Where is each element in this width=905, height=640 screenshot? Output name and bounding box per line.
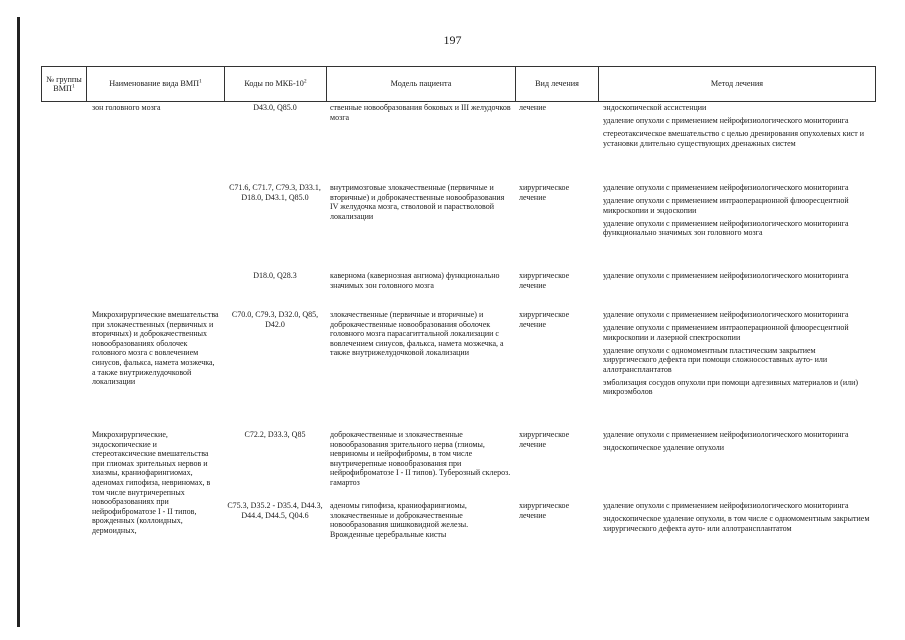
row1-method-1: удаление опухоли с применением нейрофизиологического мониторинга	[603, 183, 849, 192]
row4-model: доброкачественные и злокачественные новообразования зрительного нерва (глиомы, невриномы и нейрофибромы, в том числе внутричерепные новообразования при нейрофиброматозе I - II типов). Туберозный склероз. гамартоз	[330, 430, 511, 487]
row3-method-4: эмболизация сосудов опухоли при помощи адгезивных материалов и (или) микроэмболов	[603, 377, 859, 397]
row0-method-2: удаление опухоли с применением нейрофизиологического мониторинга	[603, 115, 849, 125]
header-group-footnote: 1	[71, 83, 75, 90]
row2-methods	[603, 271, 871, 284]
row5-model: аденомы гипофиза, краниофарингиомы, злокачественные и доброкачественные новообразования шишковидной железы. Врожденные церебральные кисты	[330, 501, 469, 539]
header-type: Вид лечения	[535, 79, 579, 89]
row1-codes: C71.6, C71.7, C79.3, D33.1, D18.0, D43.1, Q85.0	[229, 183, 321, 202]
row4-codes: C72.2, D33.3, Q85	[244, 430, 306, 439]
row0-methods	[603, 103, 871, 152]
row3-method-1: удаление опухоли с применением нейрофизиологического мониторинга	[603, 310, 849, 319]
row3-methods	[603, 310, 871, 400]
header-name-footnote: 1	[199, 78, 202, 85]
header-codes-label: Коды по МКБ-10	[244, 79, 304, 89]
row5-method-2: эндоскопическое удаление опухоли, в том числе с одномоментным закрытием хирургического дефекта ауто- или аллотрансплантатом	[603, 513, 870, 533]
header-model: Модель пациента	[390, 79, 452, 89]
row1-model: внутримозговые злокачественные (первичные и вторичные) и доброкачественные новообразования IV желудочка мозга, стволовой и парастволовой локализации	[330, 183, 505, 221]
row2-model: кавернома (кавернозная ангиома) функционально значимых зон головного мозга	[330, 271, 500, 290]
row3-method-3: удаление опухоли с одномоментным пластическим закрытием хирургического дефекта при помощи сложносоставных ауто- или аллотрансплантатов	[603, 345, 828, 374]
row4-method-1: удаление опухоли с применением нейрофизиологического мониторинга	[603, 430, 849, 439]
row4-type: хирургическое лечение	[519, 430, 570, 449]
header-group-label: № группы ВМП	[46, 74, 82, 93]
row1-method-3: удаление опухоли с применением нейрофизиологического мониторинга функционально значимых зон головного мозга	[603, 218, 849, 238]
header-codes	[225, 67, 326, 101]
row0-method-3: стереотаксическое вмешательство с целью дренирования опухолевых кист и установки длительно существующих дренажных систем	[603, 128, 865, 148]
row5-codes: C75.3, D35.2 - D35.4, D44.3, D44.4, D44.5, Q04.6	[227, 501, 323, 520]
row2-type: хирургическое лечение	[519, 271, 570, 290]
header-codes-footnote: 2	[303, 78, 307, 85]
row1-methods	[603, 183, 871, 241]
row3-codes: C70.0, C79.3, D32.0, Q85, D42.0	[231, 310, 319, 329]
row5-methods	[603, 501, 871, 537]
row0-name: зон головного мозга	[92, 103, 161, 112]
row2-codes: D18.0, Q28.3	[253, 271, 297, 280]
header-group	[42, 67, 86, 101]
binding-edge	[17, 17, 20, 627]
row3-model: злокачественные (первичные и вторичные) и доброкачественные новообразования оболочек головного мозга парасагиттальной локализации с вовлечением синусов, фалькса, намета мозжечка, а также внутрижелудочковой локализации	[330, 310, 504, 358]
row0-type: лечение	[519, 103, 547, 112]
page-number: 197	[443, 33, 462, 47]
row3-name: Микрохирургические вмешательства при злокачественных (первичных и вторичных) и доброкачественных новообразованиях оболочек головного мозга с вовлечением синусов, фалькса, намета мозжечка, а также внутрижелудочковой локализации	[92, 310, 219, 387]
row3-method-2: удаление опухоли с применением интраоперационной флюоресцентной микроскопии и лазерной спектроскопии	[603, 322, 849, 342]
header-name	[87, 67, 224, 101]
row5-method-1: удаление опухоли с применением нейрофизиологического мониторинга	[603, 501, 849, 510]
row4-methods	[603, 430, 871, 456]
row0-model: ственные новообразования боковых и III желудочков мозга	[330, 103, 511, 122]
row1-method-2: удаление опухоли с применением интраоперационной флюоресцентной микроскопии и эндоскопии	[603, 195, 849, 215]
row3-type: хирургическое лечение	[519, 310, 570, 329]
header-name-label: Наименование вида ВМП	[109, 79, 200, 89]
row0-method-1: эндоскопической ассистенции	[603, 103, 707, 112]
row5-type: хирургическое лечение	[519, 501, 570, 520]
row0-codes: D43.0, Q85.0	[253, 103, 297, 112]
row2-method-1: удаление опухоли с применением нейрофизиологического мониторинга	[603, 271, 849, 280]
row4-name: Микрохирургические, эндоскопические и стереотаксические вмешательства при глиомах зрительных нервов и хиазмы, краниофарингиомах, аденомах гипофиза, невриномах, в том числе внутричерепных новообразованиях при нейрофиброматозе I - II типов, врожденных (коллоидных, дермоидных,	[92, 430, 211, 535]
row4-method-2: эндоскопическое удаление опухоли	[603, 442, 725, 452]
header-method: Метод лечения	[710, 79, 764, 89]
row1-type: хирургическое лечение	[519, 183, 570, 202]
